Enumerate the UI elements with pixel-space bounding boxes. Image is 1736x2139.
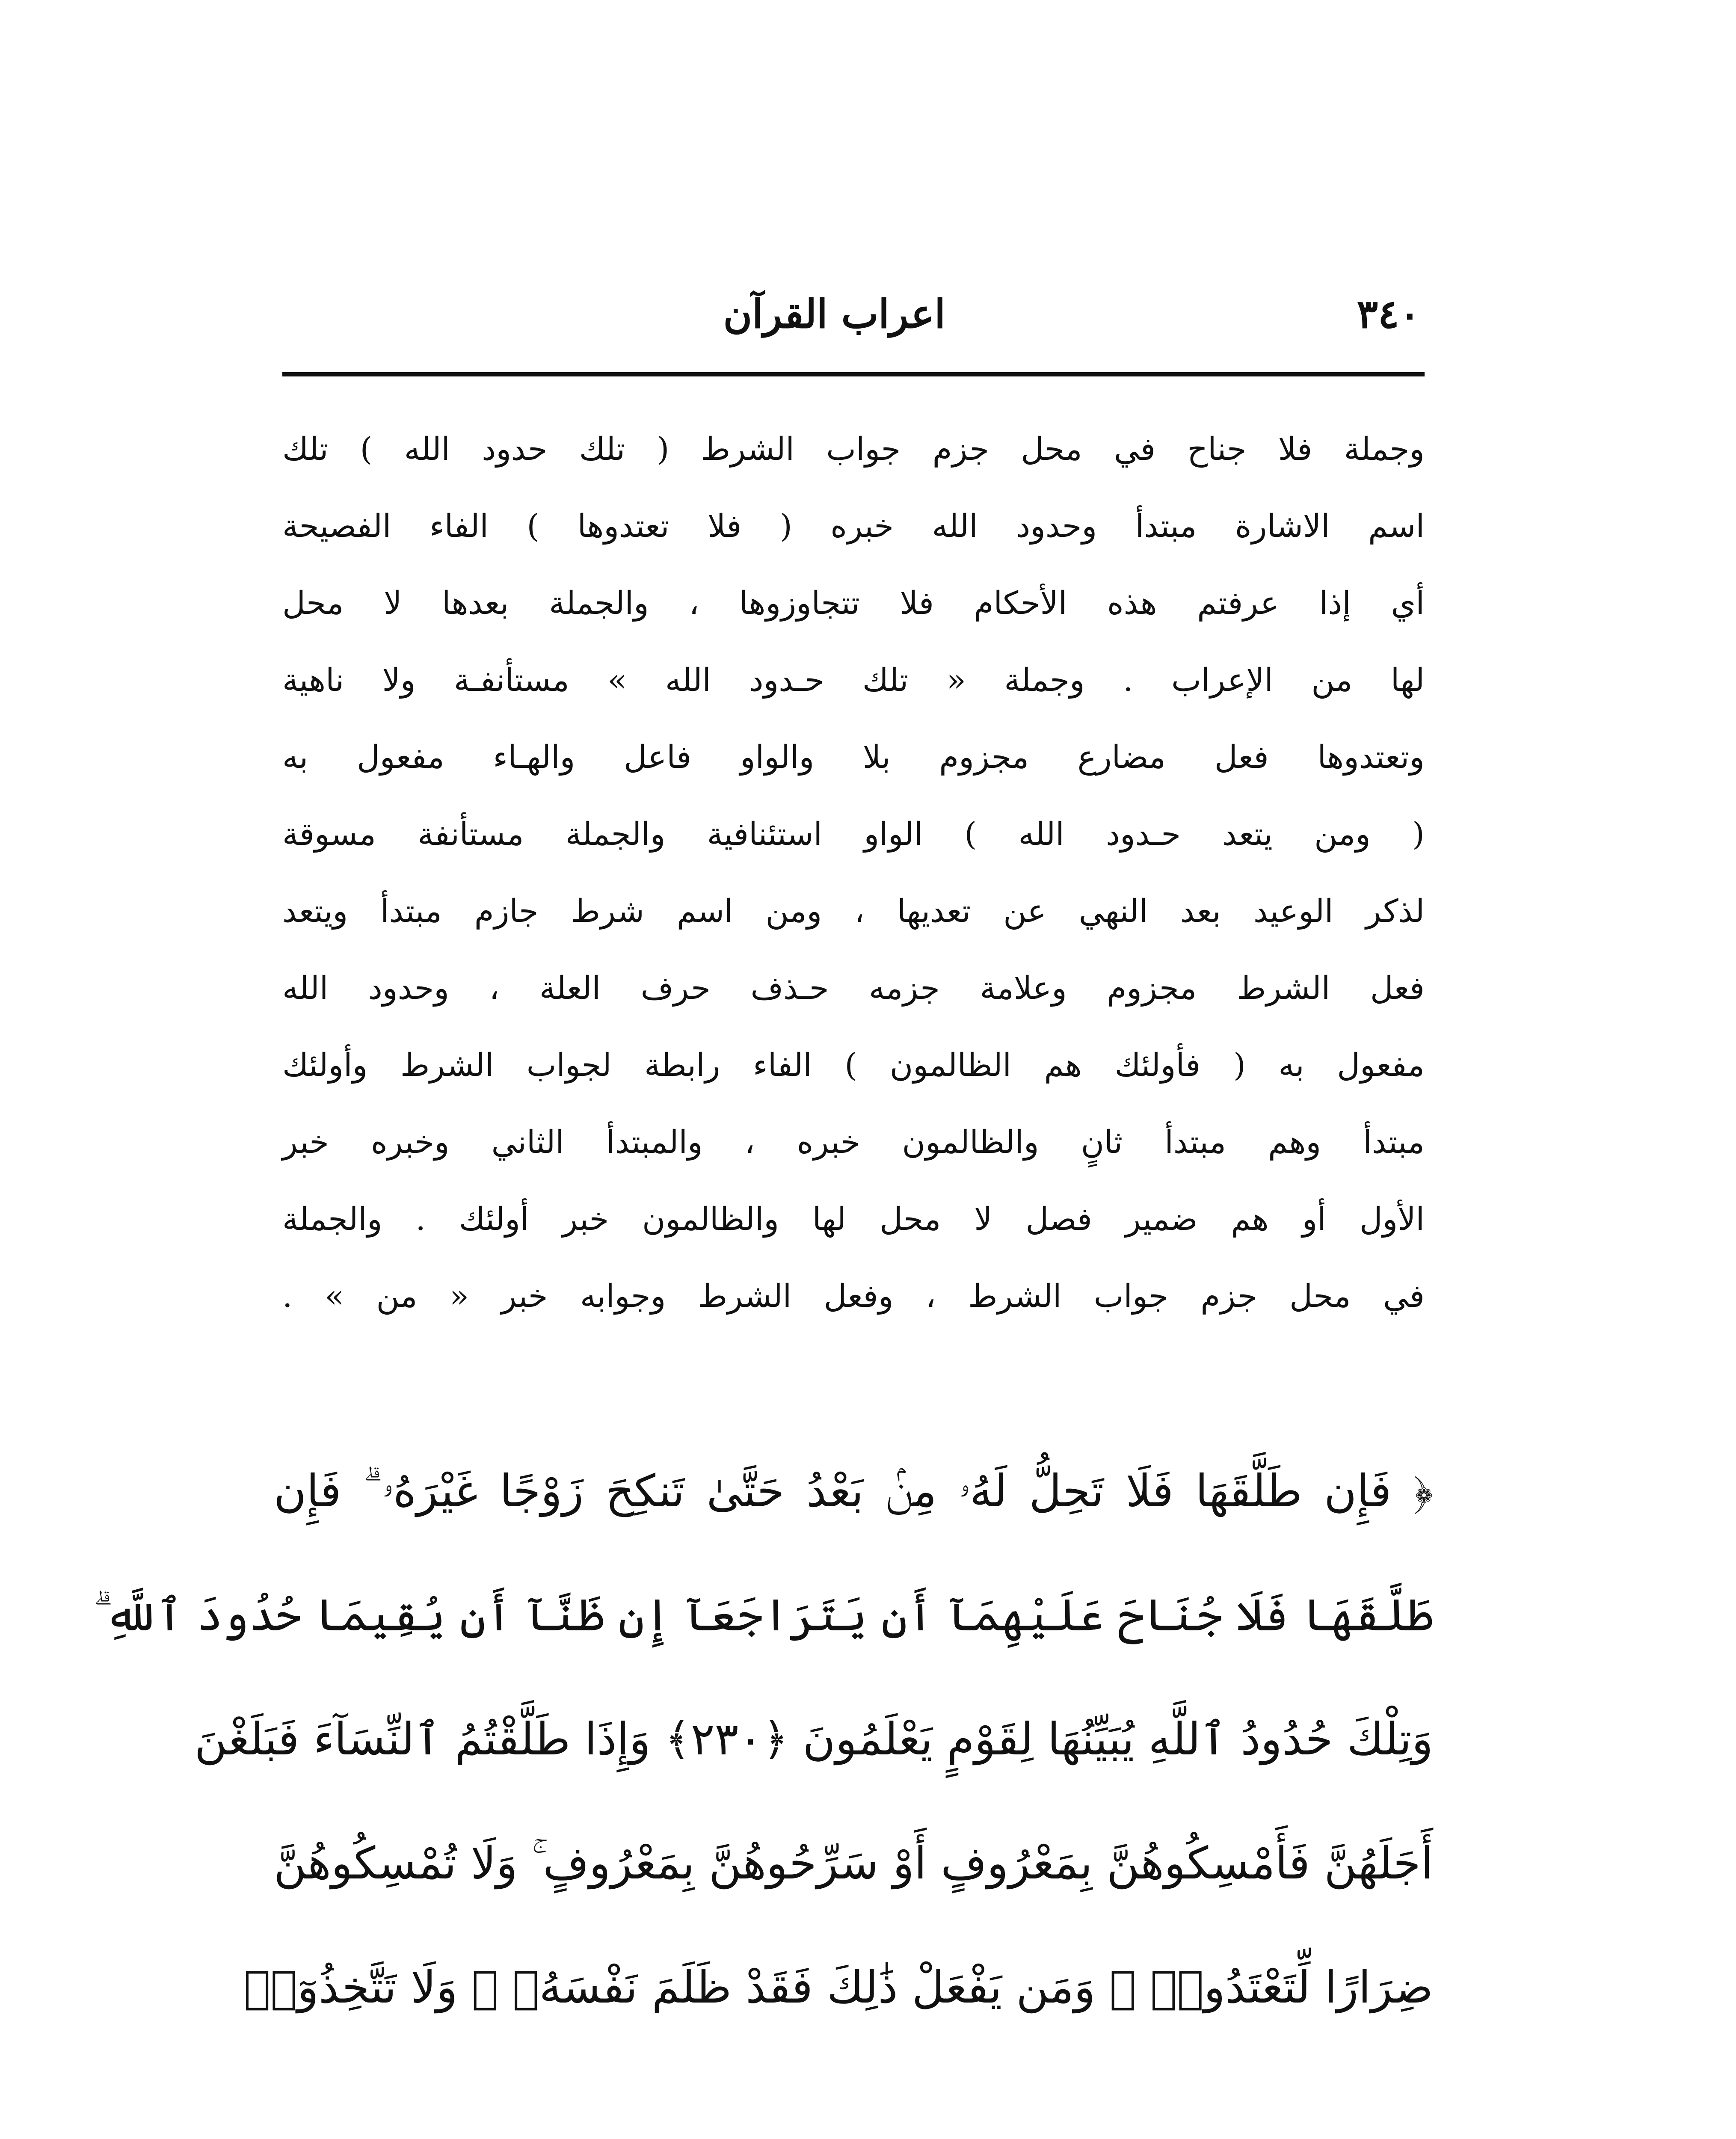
commentary-line: لها من الإعراب . وجملة « تلك حـدود الله » مستأنفـة ولا ناهية: [282, 662, 1425, 699]
verse-line: ﴿ فَإِن طَلَّقَهَا فَلَا تَحِلُّ لَهُۥ مِنۢ بَعْدُ حَتَّىٰ تَنكِحَ زَوْجًا غَيْرَهُۥ ۗ فَإِن: [274, 1465, 1433, 1517]
commentary-line: الأول أو هم ضمير فصل لا محل لها والظالمون خبر أولئك . والجملة: [282, 1201, 1425, 1238]
commentary-line: مفعول به ( فأولئك هم الظالمون ) الفاء رابطة لجواب الشرط وأولئك: [282, 1047, 1425, 1084]
commentary-line: مبتدأ وهم مبتدأ ثانٍ والظالمون خبره ، والمبتدأ الثاني وخبره خبر: [282, 1124, 1425, 1161]
commentary-line: فعل الشرط مجزوم وعلامة جزمه حـذف حرف العلة ، وحدود الله: [282, 970, 1425, 1007]
commentary-line: وتعتدوها فعل مضارع مجزوم بلا والواو فاعل والهـاء مفعول به: [282, 739, 1425, 776]
verse-line: أَجَلَهُنَّ فَأَمْسِكُوهُنَّ بِمَعْرُوفٍ أَوْ سَرِّحُوهُنَّ بِمَعْرُوفٍ ۚ وَلَا تُمْسِكُوهُنَّ: [274, 1837, 1433, 1889]
page-header: [282, 287, 1420, 351]
commentary-line: لذكر الوعيد بعد النهي عن تعديها ، ومن اسم شرط جازم مبتدأ ويتعد: [282, 893, 1425, 930]
commentary-line: ( ومن يتعد حـدود الله ) الواو استئنافية والجملة مستأنفة مسوقة: [282, 816, 1425, 853]
quran-verse-block: [93, 1429, 1433, 2049]
commentary-line: في محل جزم جواب الشرط ، وفعل الشرط وجوابه خبر « من » .: [282, 1278, 1425, 1315]
commentary-line: وجملة فلا جناح في محل جزم جواب الشرط ( تلك حدود الله ) تلك: [282, 431, 1425, 468]
commentary-line: اسم الاشارة مبتدأ وحدود الله خبره ( فلا تعتدوها ) الفاء الفصيحة: [282, 508, 1425, 545]
running-title: اعراب القرآن: [723, 291, 945, 337]
verse-line: وَتِلْكَ حُدُودُ ٱللَّهِ يُبَيِّنُهَا لِقَوْمٍ يَعْلَمُونَ ﴿٢٣٠﴾ وَإِذَا طَلَّقْتُمُ ٱلنِّسَآءَ فَبَلَغْنَ: [194, 1713, 1433, 1765]
page-number: ٣٤٠: [1357, 291, 1420, 337]
commentary-line: أي إذا عرفتم هذه الأحكام فلا تتجاوزوها ، والجملة بعدها لا محل: [282, 585, 1425, 622]
commentary-text: [282, 411, 1425, 1335]
header-rule: [282, 372, 1425, 376]
verse-line: ضِرَارًا لِّتَعْتَدُوا۟ ۚ وَمَن يَفْعَلْ ذَٰلِكَ فَقَدْ ظَلَمَ نَفْسَهُۥ ۚ وَلَا تَتَّخِذُوٓا۟: [243, 1961, 1433, 2013]
verse-line: طَلَّقَهَا فَلَا جُنَاحَ عَلَيْهِمَآ أَن يَتَرَاجَعَآ إِن ظَنَّآ أَن يُقِيمَا حُدُودَ ٱللَّهِ ۗ: [93, 1589, 1433, 1641]
